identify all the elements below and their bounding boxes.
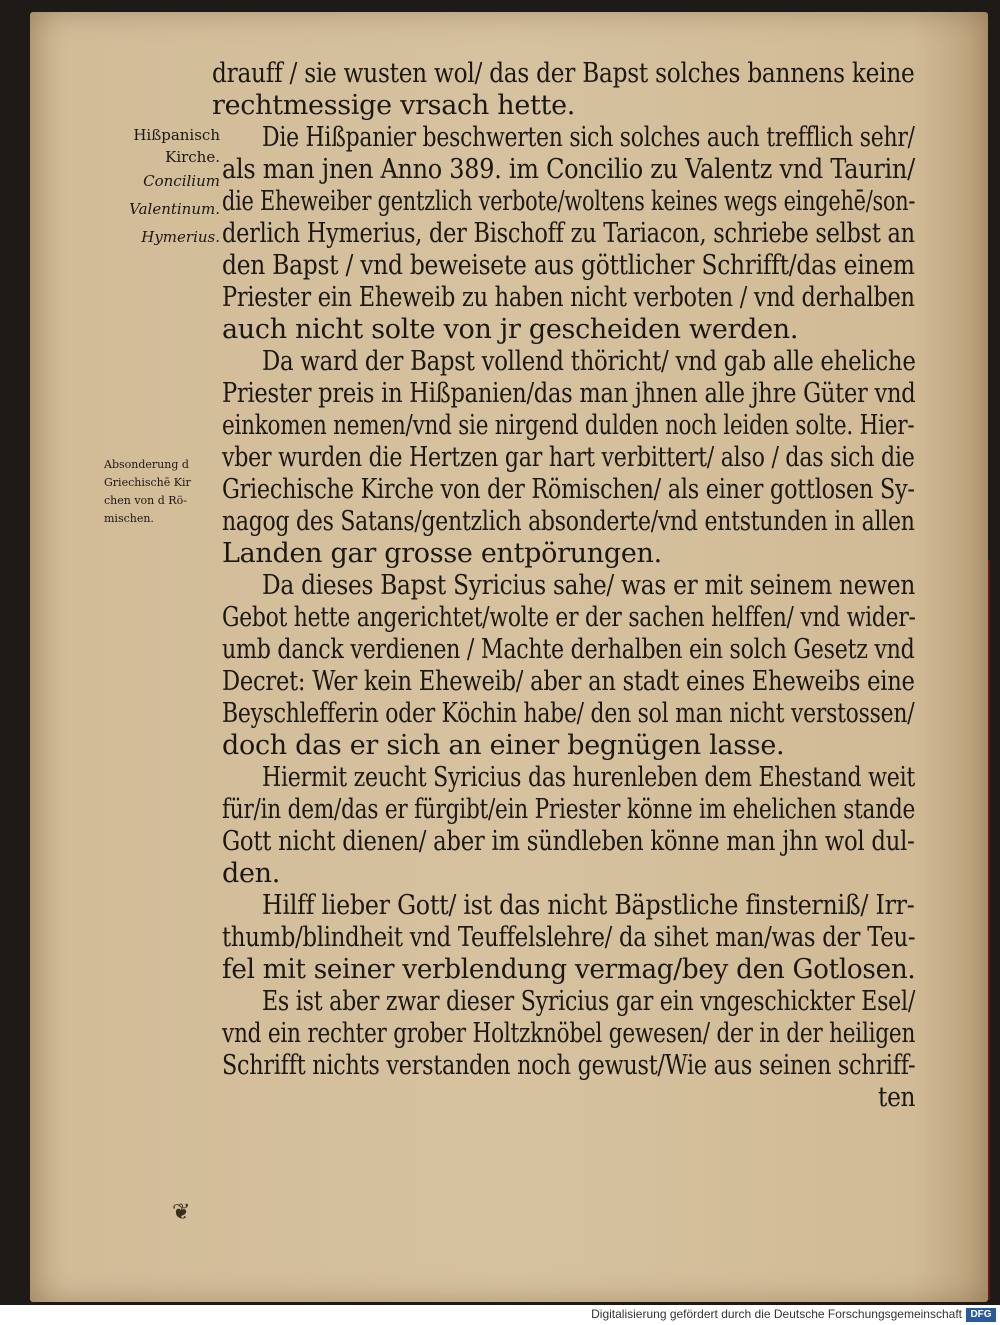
- text-line: den Bapst / vnd beweisete aus göttlicher Schrifft/das einem: [222, 250, 915, 281]
- footer-credit: Digitalisierung gefördert durch die Deutsche Forschungsgemeinschaft: [591, 1307, 962, 1321]
- text-line: Beyschlefferin oder Köchin habe/ den sol man nicht verstossen/: [222, 698, 915, 729]
- margin-note: Hißpanisch: [133, 126, 220, 144]
- text-line: Priester ein Eheweib zu haben nicht verboten / vnd derhalben: [222, 282, 915, 313]
- text-line: Da ward der Bapst vollend thöricht/ vnd gab alle eheliche: [262, 346, 916, 377]
- margin-note: Concilium: [143, 172, 220, 190]
- text-line: vber wurden die Hertzen gar hart verbittert/ also / das sich die: [222, 442, 915, 473]
- text-line: die Eheweiber gentzlich verbote/woltens keines wegs eingehē/son-: [222, 186, 916, 217]
- margin-note: mischen.: [104, 512, 154, 525]
- margin-note: Kirche.: [165, 148, 220, 166]
- text-line: einkomen nemen/vnd sie nirgend dulden noch leiden solte. Hier-: [222, 410, 915, 441]
- catchword: ten: [878, 1082, 916, 1113]
- text-line: Decret: Wer kein Eheweib/ aber an stadt eines Eheweibs eine: [222, 666, 915, 697]
- text-line: Hilff lieber Gott/ ist das nicht Bäpstliche finsterniß/ Irr-: [262, 890, 915, 921]
- text-line: Gebot hette angerichtet/wolte er der sachen helffen/ vnd wider-: [222, 602, 916, 633]
- text-line: nagog des Satans/gentzlich absonderte/vnd entstunden in allen: [222, 506, 915, 537]
- text-line: drauff / sie wusten wol/ das der Bapst solches bannens keine: [212, 58, 915, 89]
- text-line: Schrifft nichts verstanden noch gewust/Wie aus seinen schriff-: [222, 1050, 916, 1081]
- text-line: Gott nicht dienen/ aber im sündleben könne man jhn wol dul-: [222, 826, 915, 857]
- text-line: umb danck verdienen / Machte derhalben ein solch Gesetz vnd: [222, 634, 915, 665]
- margin-note: Valentinum.: [129, 200, 220, 218]
- dfg-logo[interactable]: DFG: [966, 1308, 996, 1322]
- margin-note: Absonderung d: [104, 458, 189, 471]
- text-line: rechtmessige vrsach hette.: [212, 90, 576, 121]
- text-line: als man jnen Anno 389. im Concilio zu Valentz vnd Taurin/: [222, 154, 915, 185]
- margin-note: Griechischē Kir: [104, 476, 191, 489]
- text-line: Da dieses Bapst Syricius sahe/ was er mit seinem newen: [262, 570, 916, 601]
- text-line: fel mit seiner verblendung vermag/bey den Gotlosen.: [222, 954, 916, 985]
- text-line: thumb/blindheit vnd Teuffelslehre/ da sihet man/was der Teu-: [222, 922, 916, 953]
- text-line: doch das er sich an einer begnügen lasse.: [222, 730, 785, 761]
- margin-note: Hymerius.: [141, 228, 220, 246]
- text-line: Priester preis in Hißpanien/das man jhnen alle jhre Güter vnd: [222, 378, 916, 409]
- text-line: Landen gar grosse entpörungen.: [222, 538, 662, 569]
- text-line: derlich Hymerius, der Bischoff zu Tariacon, schriebe selbst an: [222, 218, 915, 249]
- text-line: auch nicht solte von jr gescheiden werden.: [222, 314, 799, 345]
- text-line: Die Hißpanier beschwerten sich solches auch trefflich sehr/: [262, 122, 915, 153]
- text-line: den.: [222, 858, 281, 889]
- margin-note: chen von d Rö-: [104, 494, 187, 507]
- ornament-icon: ❦: [172, 1200, 191, 1225]
- text-line: Es ist aber zwar dieser Syricius gar ein vngeschickter Esel/: [262, 986, 916, 1017]
- text-line: vnd ein rechter grober Holtzknöbel gewesen/ der in der heiligen: [222, 1018, 916, 1049]
- text-line: Hiermit zeucht Syricius das hurenleben dem Ehestand weit: [262, 762, 915, 793]
- text-line: Griechische Kirche von der Römischen/ als einer gottlosen Sy-: [222, 474, 915, 505]
- text-line: für/in dem/das er fürgibt/ein Priester könne im ehelichen stande: [222, 794, 916, 825]
- footer-bar: [0, 1305, 1000, 1325]
